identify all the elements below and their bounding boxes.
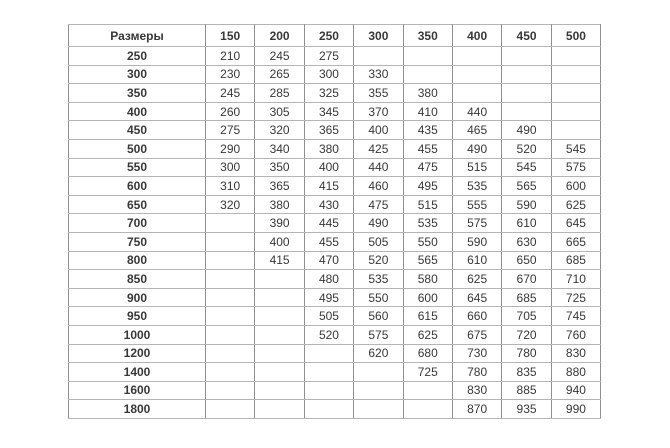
table-row	[69, 47, 601, 66]
value-cell: 355	[354, 84, 403, 103]
table-row	[69, 177, 601, 196]
value-cell	[354, 400, 403, 419]
value-cell: 610	[452, 251, 501, 270]
value-cell: 560	[354, 307, 403, 326]
row-label-cell: 400	[69, 102, 206, 121]
value-cell: 645	[452, 288, 501, 307]
value-cell: 720	[502, 325, 551, 344]
value-cell: 630	[502, 232, 551, 251]
value-cell: 245	[206, 84, 255, 103]
value-cell: 475	[354, 195, 403, 214]
table-row	[69, 270, 601, 289]
value-cell: 545	[502, 158, 551, 177]
value-cell: 400	[354, 121, 403, 140]
value-cell	[255, 270, 304, 289]
value-cell: 545	[551, 139, 600, 158]
value-cell: 725	[551, 288, 600, 307]
row-label-cell: 1800	[69, 400, 206, 419]
value-cell: 535	[452, 177, 501, 196]
value-cell	[403, 400, 452, 419]
value-cell	[206, 344, 255, 363]
value-cell: 650	[502, 251, 551, 270]
value-cell	[304, 363, 353, 382]
value-cell: 390	[255, 214, 304, 233]
row-label-cell: 1600	[69, 381, 206, 400]
row-label-cell: 800	[69, 251, 206, 270]
value-cell: 590	[452, 232, 501, 251]
value-cell: 480	[304, 270, 353, 289]
value-cell: 320	[255, 121, 304, 140]
value-cell: 600	[403, 288, 452, 307]
value-cell: 300	[206, 158, 255, 177]
value-cell	[206, 307, 255, 326]
value-cell	[255, 363, 304, 382]
column-header: 400	[452, 25, 501, 47]
row-label-cell: 1000	[69, 325, 206, 344]
table-row	[69, 65, 601, 84]
value-cell: 365	[304, 121, 353, 140]
value-cell: 710	[551, 270, 600, 289]
value-cell	[206, 325, 255, 344]
value-cell: 660	[452, 307, 501, 326]
value-cell: 725	[403, 363, 452, 382]
value-cell: 475	[403, 158, 452, 177]
value-cell	[502, 84, 551, 103]
value-cell	[206, 232, 255, 251]
value-cell: 260	[206, 102, 255, 121]
value-cell: 275	[206, 121, 255, 140]
row-label-cell: 850	[69, 270, 206, 289]
value-cell: 350	[255, 158, 304, 177]
value-cell: 550	[403, 232, 452, 251]
column-header: 200	[255, 25, 304, 47]
row-label-cell: 700	[69, 214, 206, 233]
value-cell: 325	[304, 84, 353, 103]
value-cell	[255, 288, 304, 307]
value-cell	[354, 47, 403, 66]
value-cell	[206, 251, 255, 270]
row-label-cell: 500	[69, 139, 206, 158]
value-cell: 555	[452, 195, 501, 214]
row-label-cell: 350	[69, 84, 206, 103]
value-cell	[206, 214, 255, 233]
value-cell: 535	[354, 270, 403, 289]
value-cell	[551, 47, 600, 66]
value-cell: 520	[502, 139, 551, 158]
value-cell: 380	[304, 139, 353, 158]
column-header: 450	[502, 25, 551, 47]
value-cell: 675	[452, 325, 501, 344]
value-cell: 430	[304, 195, 353, 214]
value-cell: 285	[255, 84, 304, 103]
table-row	[69, 232, 601, 251]
table-row	[69, 195, 601, 214]
value-cell: 300	[304, 65, 353, 84]
value-cell: 935	[502, 400, 551, 419]
table-row	[69, 102, 601, 121]
value-cell: 565	[403, 251, 452, 270]
value-cell	[255, 307, 304, 326]
value-cell: 490	[354, 214, 403, 233]
value-cell: 600	[551, 177, 600, 196]
value-cell	[551, 121, 600, 140]
value-cell	[206, 363, 255, 382]
value-cell: 515	[403, 195, 452, 214]
value-cell	[206, 400, 255, 419]
table-row	[69, 325, 601, 344]
value-cell: 320	[206, 195, 255, 214]
value-cell: 210	[206, 47, 255, 66]
value-cell: 685	[502, 288, 551, 307]
value-cell: 610	[502, 214, 551, 233]
row-label-cell: 250	[69, 47, 206, 66]
value-cell: 310	[206, 177, 255, 196]
column-header: 300	[354, 25, 403, 47]
value-cell	[551, 102, 600, 121]
value-cell: 400	[304, 158, 353, 177]
row-label-cell: 650	[69, 195, 206, 214]
value-cell: 590	[502, 195, 551, 214]
value-cell: 380	[403, 84, 452, 103]
value-cell	[304, 381, 353, 400]
table-body	[69, 47, 601, 419]
value-cell: 705	[502, 307, 551, 326]
value-cell: 665	[551, 232, 600, 251]
value-cell	[403, 381, 452, 400]
table-row	[69, 288, 601, 307]
row-label-cell: 950	[69, 307, 206, 326]
value-cell: 870	[452, 400, 501, 419]
value-cell: 760	[551, 325, 600, 344]
value-cell: 380	[255, 195, 304, 214]
value-cell: 340	[255, 139, 304, 158]
value-cell: 680	[403, 344, 452, 363]
value-cell: 625	[403, 325, 452, 344]
table-row	[69, 84, 601, 103]
value-cell: 830	[551, 344, 600, 363]
value-cell: 780	[452, 363, 501, 382]
column-header: 150	[206, 25, 255, 47]
header-row	[69, 25, 601, 47]
value-cell	[502, 102, 551, 121]
row-label-cell: 550	[69, 158, 206, 177]
value-cell	[206, 381, 255, 400]
dimensions-table-wrap	[68, 24, 601, 419]
value-cell	[255, 344, 304, 363]
table-row	[69, 251, 601, 270]
value-cell: 780	[502, 344, 551, 363]
value-cell: 515	[452, 158, 501, 177]
value-cell: 455	[304, 232, 353, 251]
value-cell: 490	[502, 121, 551, 140]
value-cell	[502, 47, 551, 66]
value-cell	[452, 84, 501, 103]
value-cell	[255, 325, 304, 344]
value-cell: 505	[304, 307, 353, 326]
value-cell	[403, 47, 452, 66]
value-cell: 460	[354, 177, 403, 196]
table-row	[69, 400, 601, 419]
value-cell	[206, 288, 255, 307]
table-row	[69, 381, 601, 400]
value-cell	[403, 65, 452, 84]
value-cell: 440	[354, 158, 403, 177]
value-cell: 490	[452, 139, 501, 158]
table-header	[69, 25, 601, 47]
table-row	[69, 344, 601, 363]
value-cell: 445	[304, 214, 353, 233]
table-row	[69, 307, 601, 326]
table-row	[69, 214, 601, 233]
value-cell: 745	[551, 307, 600, 326]
value-cell: 305	[255, 102, 304, 121]
value-cell: 230	[206, 65, 255, 84]
value-cell: 830	[452, 381, 501, 400]
table-row	[69, 121, 601, 140]
value-cell: 625	[452, 270, 501, 289]
row-label-cell: 600	[69, 177, 206, 196]
value-cell: 290	[206, 139, 255, 158]
value-cell: 575	[551, 158, 600, 177]
value-cell: 940	[551, 381, 600, 400]
table-row	[69, 158, 601, 177]
value-cell	[551, 84, 600, 103]
value-cell: 265	[255, 65, 304, 84]
value-cell: 535	[403, 214, 452, 233]
value-cell: 620	[354, 344, 403, 363]
value-cell	[452, 65, 501, 84]
value-cell: 880	[551, 363, 600, 382]
row-label-cell: 900	[69, 288, 206, 307]
value-cell	[255, 400, 304, 419]
dimensions-table	[68, 24, 601, 419]
value-cell: 580	[403, 270, 452, 289]
value-cell: 575	[452, 214, 501, 233]
column-header: 350	[403, 25, 452, 47]
value-cell: 455	[403, 139, 452, 158]
size-label-header: Размеры	[69, 25, 206, 47]
value-cell: 520	[354, 251, 403, 270]
table-row	[69, 363, 601, 382]
value-cell: 400	[255, 232, 304, 251]
value-cell: 990	[551, 400, 600, 419]
value-cell: 575	[354, 325, 403, 344]
value-cell	[304, 344, 353, 363]
value-cell	[354, 381, 403, 400]
value-cell: 685	[551, 251, 600, 270]
value-cell	[206, 270, 255, 289]
value-cell: 470	[304, 251, 353, 270]
value-cell: 885	[502, 381, 551, 400]
value-cell: 615	[403, 307, 452, 326]
value-cell	[304, 400, 353, 419]
row-label-cell: 750	[69, 232, 206, 251]
column-header: 250	[304, 25, 353, 47]
column-header: 500	[551, 25, 600, 47]
value-cell: 465	[452, 121, 501, 140]
value-cell: 550	[354, 288, 403, 307]
value-cell	[255, 381, 304, 400]
value-cell: 275	[304, 47, 353, 66]
value-cell: 730	[452, 344, 501, 363]
table-row	[69, 139, 601, 158]
value-cell: 645	[551, 214, 600, 233]
value-cell: 835	[502, 363, 551, 382]
value-cell: 670	[502, 270, 551, 289]
value-cell: 415	[255, 251, 304, 270]
value-cell: 440	[452, 102, 501, 121]
value-cell	[502, 65, 551, 84]
row-label-cell: 450	[69, 121, 206, 140]
row-label-cell: 1200	[69, 344, 206, 363]
value-cell: 410	[403, 102, 452, 121]
value-cell: 425	[354, 139, 403, 158]
row-label-cell: 300	[69, 65, 206, 84]
value-cell: 330	[354, 65, 403, 84]
value-cell: 365	[255, 177, 304, 196]
value-cell	[452, 47, 501, 66]
value-cell	[354, 363, 403, 382]
value-cell: 370	[354, 102, 403, 121]
value-cell: 435	[403, 121, 452, 140]
row-label-cell: 1400	[69, 363, 206, 382]
value-cell: 495	[403, 177, 452, 196]
value-cell: 415	[304, 177, 353, 196]
value-cell: 520	[304, 325, 353, 344]
value-cell: 345	[304, 102, 353, 121]
value-cell: 245	[255, 47, 304, 66]
value-cell	[551, 65, 600, 84]
value-cell: 565	[502, 177, 551, 196]
value-cell: 505	[354, 232, 403, 251]
value-cell: 625	[551, 195, 600, 214]
value-cell: 495	[304, 288, 353, 307]
